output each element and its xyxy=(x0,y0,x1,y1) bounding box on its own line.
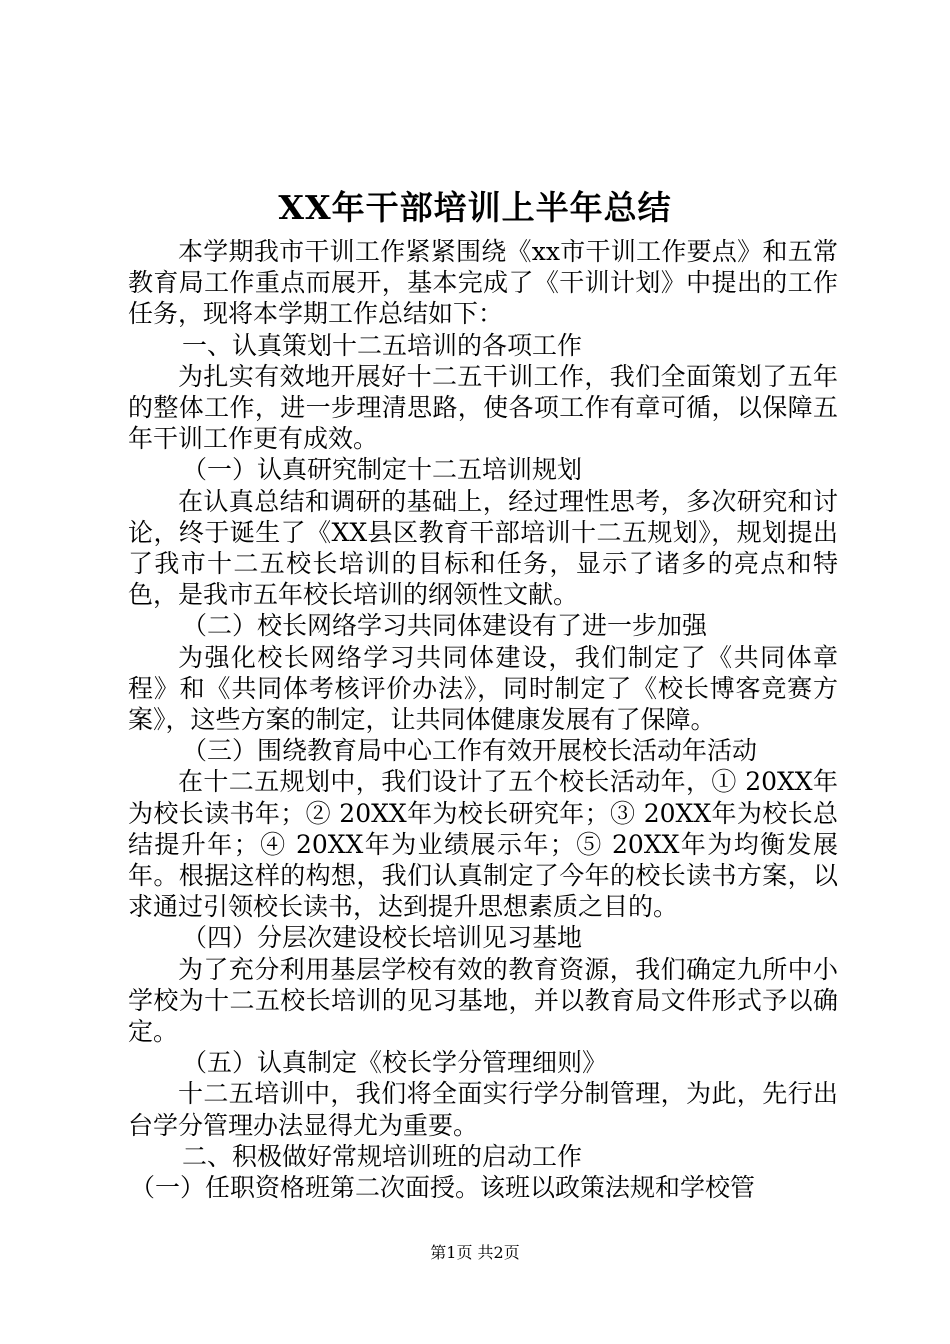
section-heading-2: 二、积极做好常规培训班的启动工作 xyxy=(182,1141,583,1171)
paragraph: 为了充分利用基层学校有效的教育资源，我们确定九所中小学校为十二五校长培训的见习基地，并以教育局文件形式予以确定。 xyxy=(128,954,838,1047)
subsection-heading: （五）认真制定《校长学分管理细则》 xyxy=(182,1048,608,1078)
subsection-heading: （三）围绕教育局中心工作有效开展校长活动年活动 xyxy=(182,736,758,766)
paragraph: 为扎实有效地开展好十二五干训工作，我们全面策划了五年的整体工作，进一步理清思路，使各项工作有章可循，以保障五年干训工作更有成效。 xyxy=(128,361,838,454)
subsection-heading: （一）任职资格班第二次面授。该班以政策法规和学校管 xyxy=(130,1173,756,1203)
paragraph-intro: 本学期我市干训工作紧紧围绕《xx市干训工作要点》和五常教育局工作重点而展开，基本完成了《干训计划》中提出的工作任务，现将本学期工作总结如下： xyxy=(128,237,838,329)
section-heading-1: 一、认真策划十二五培训的各项工作 xyxy=(182,330,583,360)
paragraph: 十二五培训中，我们将全面实行学分制管理，为此，先行出台学分管理办法显得尤为重要。 xyxy=(128,1079,838,1140)
document-body xyxy=(128,236,838,1203)
page-footer: 第1页 共2页 xyxy=(430,1243,520,1262)
paragraph: 在十二五规划中，我们设计了五个校长活动年，① 20XX年为校长读书年；② 20XX年为校长研究年；③ 20XX年为校长总结提升年；④ 20XX年为业绩展示年；⑤ 20XX年为均衡发展年。根据这样的构想，我们认真制定了今年的校长读书方案，以求通过引领校长读书，达到提升思想素质之目的。 xyxy=(128,767,838,922)
subsection-heading: （四）分层次建设校长培训见习基地 xyxy=(182,923,583,953)
document-title: XX年干部培训上半年总结 xyxy=(278,188,672,227)
subsection-heading: （二）校长网络学习共同体建设有了进一步加强 xyxy=(182,611,708,641)
subsection-heading: （一）认真研究制定十二五培训规划 xyxy=(182,455,583,485)
paragraph: 在认真总结和调研的基础上，经过理性思考，多次研究和讨论，终于诞生了《XX县区教育干部培训十二五规划》，规划提出了我市十二五校长培训的目标和任务，显示了诸多的亮点和特色，是我市五年校长培训的纲领性文献。 xyxy=(128,486,838,610)
paragraph: 为强化校长网络学习共同体建设，我们制定了《共同体章程》和《共同体考核评价办法》，同时制定了《校长博客竞赛方案》，这些方案的制定，让共同体健康发展有了保障。 xyxy=(128,642,838,735)
